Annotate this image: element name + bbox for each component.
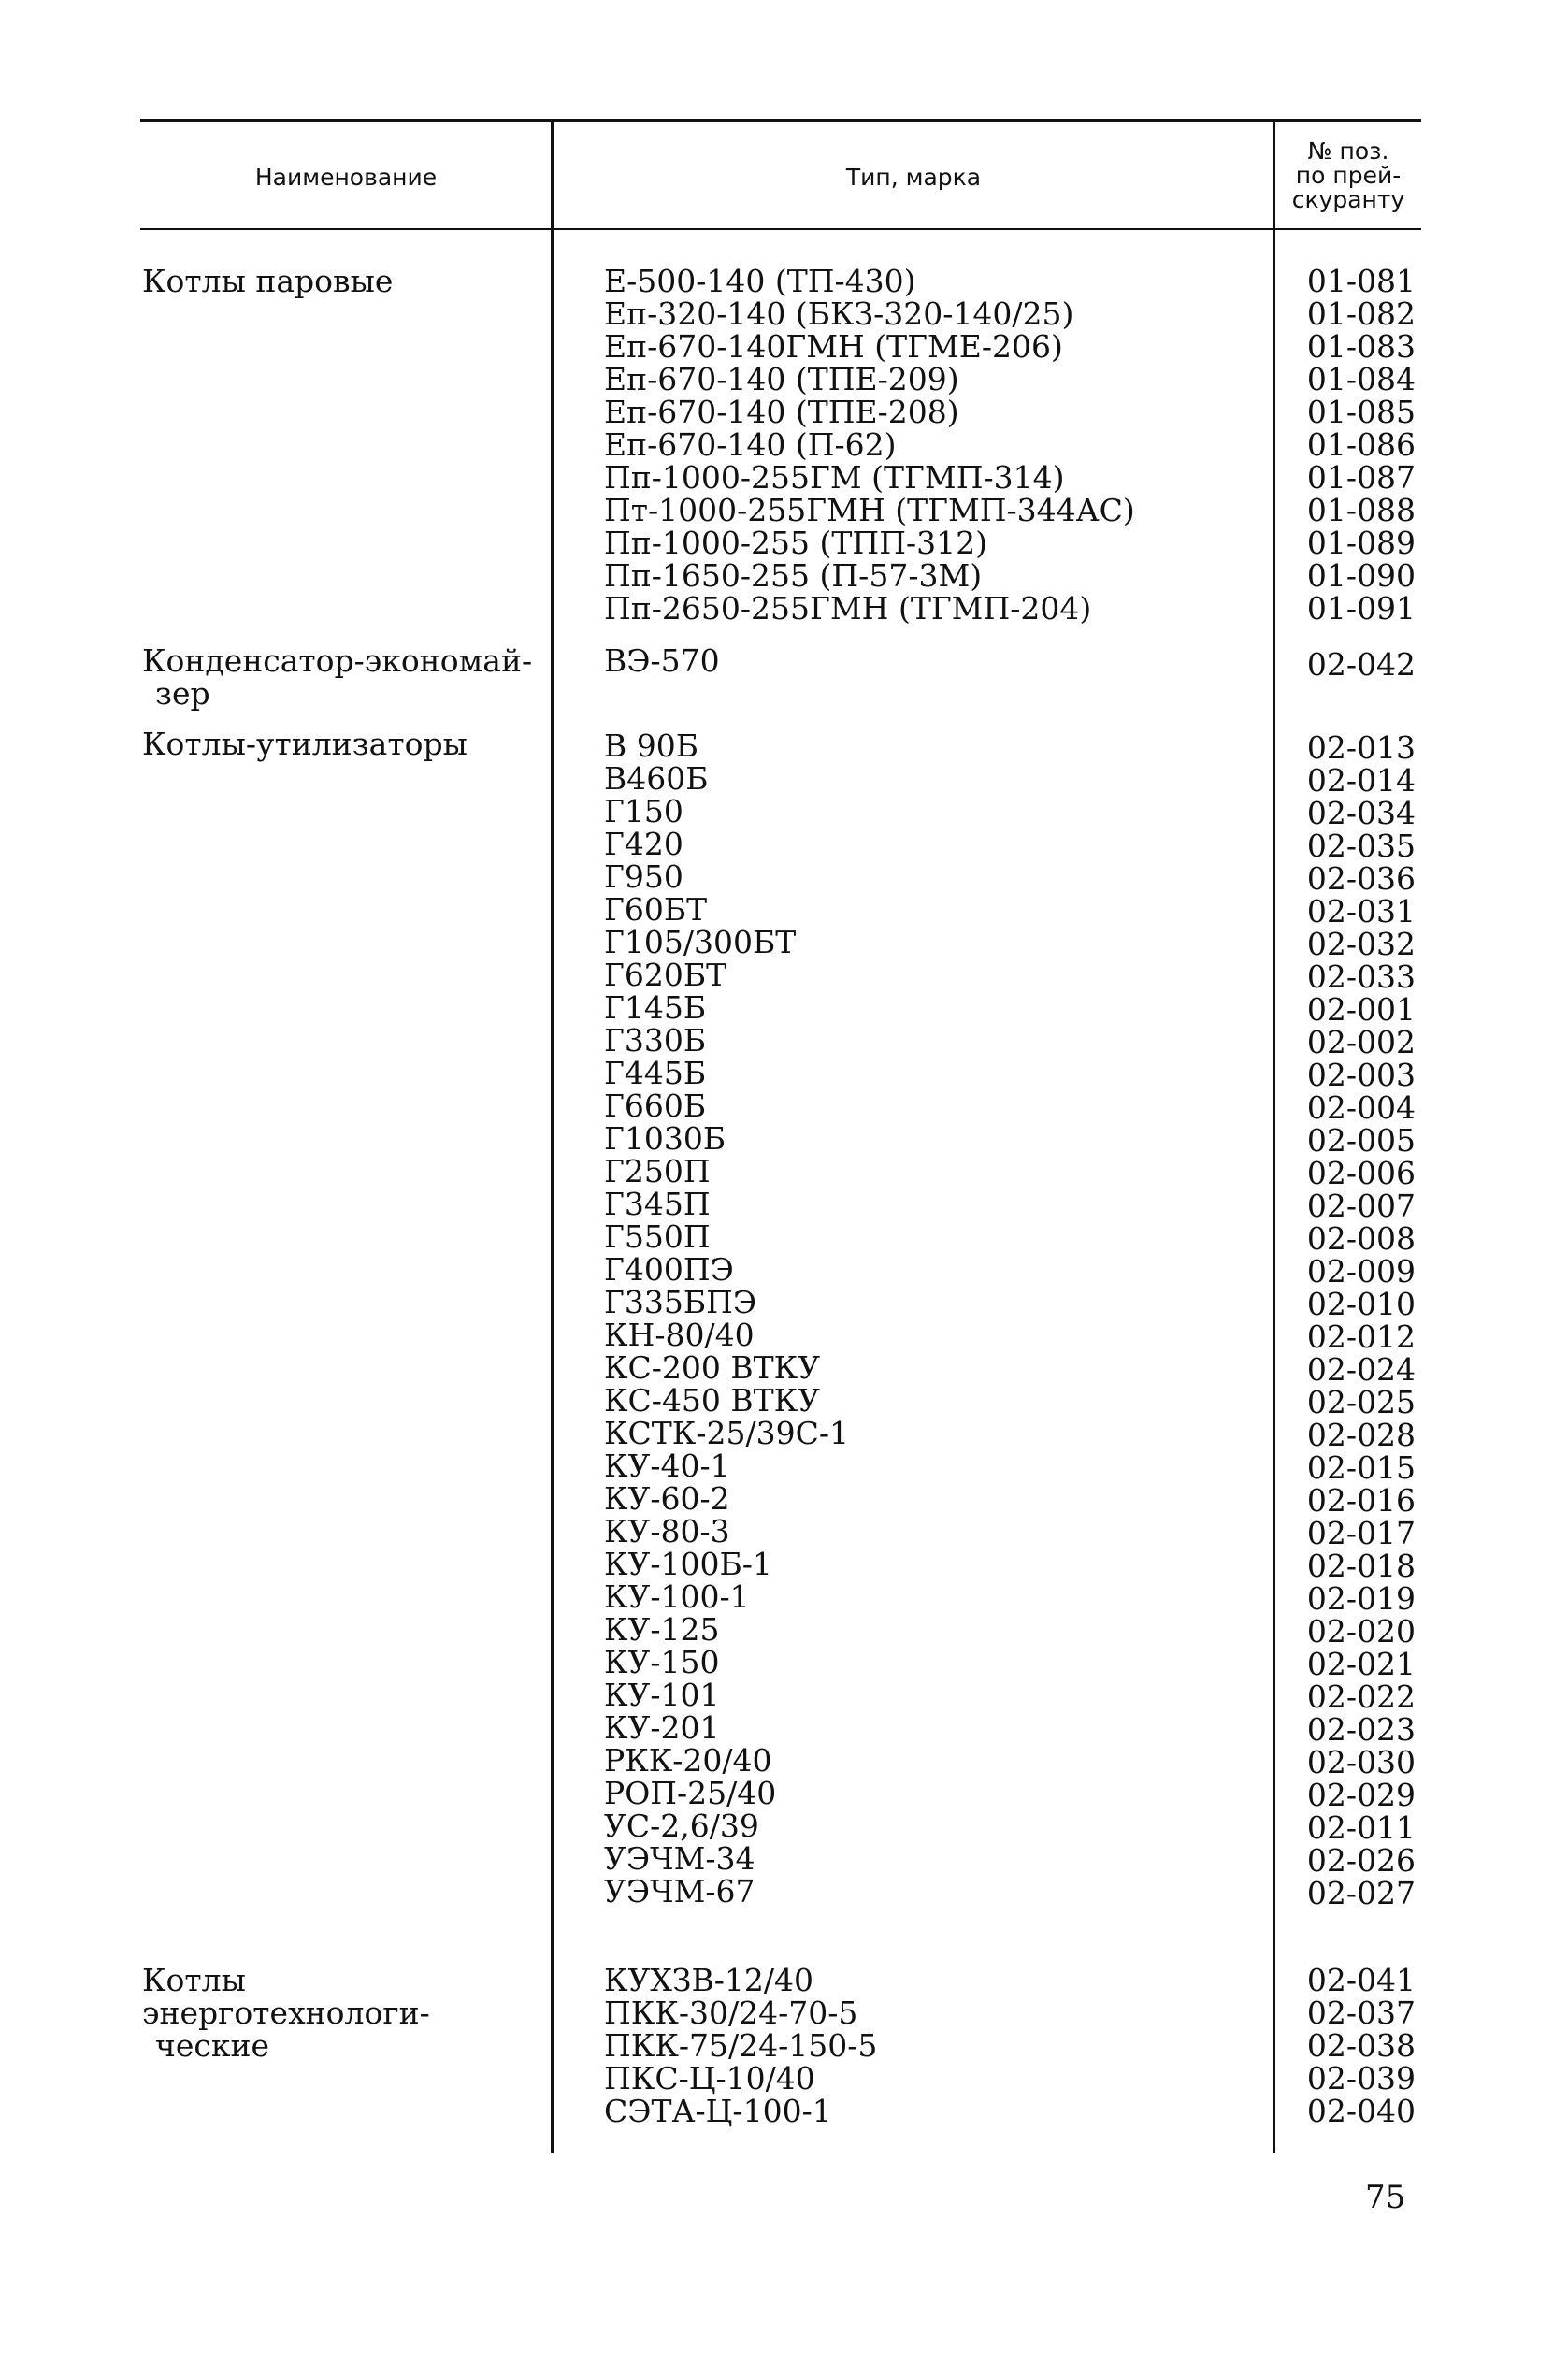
code: 01-089 [1306,525,1417,561]
model: ВЭ-570 [604,642,720,679]
model: Еп-320-140 (БКЗ-320-140/25) [604,295,1074,332]
model: Еп-670-140 (ТПЕ-208) [604,394,959,430]
code: 02-002 [1306,1024,1417,1060]
code: 02-010 [1306,1286,1417,1322]
header-type: Тип, марка [845,164,982,191]
code: 01-082 [1306,295,1417,332]
model: УЭЧМ-34 [604,1840,755,1877]
code: 02-006 [1306,1155,1417,1191]
code: 02-040 [1306,2093,1417,2129]
code: 02-025 [1306,1384,1417,1420]
group-codes [1287,731,1436,1909]
model: Г400ПЭ [604,1251,734,1288]
code: 02-029 [1306,1777,1417,1813]
code: 02-041 [1306,1962,1417,1998]
code: 02-028 [1306,1417,1417,1453]
code: 01-091 [1306,590,1417,627]
column-divider-1 [551,122,554,2153]
code: 02-037 [1306,1995,1417,2031]
model: УЭЧМ-67 [604,1873,755,1909]
header-position-line-1: № поз. [1307,137,1389,165]
model: КН-80/40 [604,1317,755,1353]
group-name: Котлы-утилизаторы [142,726,468,762]
code: 01-090 [1306,557,1417,594]
group-name-line-1: Котлы энерготехнологи- [142,1962,430,2031]
model: КУ-60-2 [604,1480,730,1517]
model: КУХЗВ-12/40 [604,1962,813,1998]
model: ПКС-Ц-10/40 [604,2060,815,2096]
model: Г620БТ [604,957,727,993]
model: Г420 [604,826,683,862]
code: 02-001 [1306,991,1417,1028]
code: 02-014 [1306,762,1417,799]
code: 01-085 [1306,394,1417,430]
header-position-line-2: по прей- [1295,162,1402,189]
group-name-line-2: зер [155,675,210,712]
model: Г105/300БТ [604,924,797,960]
code: 02-034 [1306,795,1417,831]
header-name: Наименование [254,164,438,191]
model: Пп-1650-255 (П-57-3М) [604,557,983,594]
header-bottom-rule [140,228,1421,230]
code: 02-016 [1306,1482,1417,1519]
column-divider-2 [1273,122,1275,2153]
model: СЭТА-Ц-100-1 [604,2093,832,2129]
group-models [604,644,1259,677]
model: Е-500-140 (ТП-430) [604,263,916,299]
model: КУ-100Б-1 [604,1546,772,1582]
model: КУ-100-1 [604,1578,750,1615]
model: Г330Б [604,1022,707,1059]
model: Г550П [604,1218,711,1255]
header-position [1275,138,1421,211]
header-position-line-3: скуранту [1291,186,1405,213]
model: Г250П [604,1153,711,1189]
model: Пп-1000-255 (ТПП-312) [604,525,987,561]
code: 02-005 [1306,1122,1417,1159]
model: Г1030Б [604,1120,726,1157]
model: ПКК-30/24-70-5 [604,1995,858,2031]
model: Г445Б [604,1055,707,1091]
group-name [142,644,535,710]
code: 02-019 [1306,1580,1417,1617]
model: Г150 [604,793,683,829]
top-rule [140,119,1421,122]
model: КУ-201 [604,1709,720,1746]
code: 02-039 [1306,2060,1417,2096]
model: Еп-670-140 (ТПЕ-209) [604,361,959,397]
code: 01-083 [1306,328,1417,365]
code: 02-024 [1306,1351,1417,1388]
code: 02-012 [1306,1318,1417,1355]
code: 02-020 [1306,1613,1417,1650]
code: 02-031 [1306,893,1417,929]
group-models [604,265,1259,625]
model: РОП-25/40 [604,1775,777,1811]
group-codes [1287,265,1436,625]
code: 02-015 [1306,1449,1417,1486]
code: 02-032 [1306,926,1417,962]
model: КСТК-25/39С-1 [604,1415,849,1451]
model: Еп-670-140ГМН (ТГМЕ-206) [604,328,1063,365]
group-name-line-2: ческие [155,2027,269,2064]
model: КУ-101 [604,1677,720,1713]
group-codes [1287,1964,1436,2127]
model: Г660Б [604,1088,707,1124]
code: 02-026 [1306,1842,1417,1879]
code: 02-008 [1306,1220,1417,1257]
model: КУ-80-3 [604,1513,730,1549]
code: 02-022 [1306,1679,1417,1715]
code: 02-042 [1306,646,1417,683]
code: 02-038 [1306,2027,1417,2064]
code: 02-018 [1306,1548,1417,1584]
group-name [142,1964,535,2062]
code: 02-013 [1306,729,1417,766]
model: КУ-40-1 [604,1448,730,1484]
code: 01-087 [1306,459,1417,496]
code: 02-027 [1306,1875,1417,1911]
code: 01-084 [1306,361,1417,397]
model: В460Б [604,760,709,797]
code: 02-011 [1306,1809,1417,1846]
model: УС-2,6/39 [604,1808,759,1844]
page-number: 75 [1365,2179,1406,2216]
model: Г335БПЭ [604,1284,757,1320]
group-codes [1287,648,1436,681]
code: 01-088 [1306,492,1417,528]
code: 02-017 [1306,1515,1417,1551]
model: ПКК-75/24-150-5 [604,2027,878,2064]
model: Пп-1000-255ГМ (ТГМП-314) [604,459,1065,496]
code: 01-081 [1306,263,1417,299]
code: 02-030 [1306,1744,1417,1780]
model: Г60БТ [604,891,708,928]
code: 02-033 [1306,958,1417,995]
group-models [604,1964,1259,2127]
group-models [604,729,1259,1908]
code: 02-003 [1306,1057,1417,1093]
model: РКК-20/40 [604,1742,772,1779]
model: Пп-2650-255ГМН (ТГМП-204) [604,590,1092,627]
model: Пт-1000-255ГМН (ТГМП-344АС) [604,492,1135,528]
code: 02-021 [1306,1646,1417,1682]
code: 02-036 [1306,860,1417,897]
model: Г950 [604,858,683,895]
model: КУ-150 [604,1644,720,1680]
code: 02-023 [1306,1711,1417,1748]
group-name-line-1: Конденсатор-экономай- [142,642,533,679]
model: Еп-670-140 (П-62) [604,426,897,463]
model: В 90Б [604,728,698,764]
model: КС-450 ВТКУ [604,1382,821,1419]
model: Г145Б [604,989,707,1026]
code: 02-007 [1306,1188,1417,1224]
model: КУ-125 [604,1611,720,1648]
code: 02-035 [1306,828,1417,864]
model: КС-200 ВТКУ [604,1349,821,1386]
code: 01-086 [1306,426,1417,463]
code: 02-009 [1306,1253,1417,1290]
group-name: Котлы паровые [142,263,394,299]
code: 02-004 [1306,1089,1417,1126]
model: Г345П [604,1186,711,1222]
